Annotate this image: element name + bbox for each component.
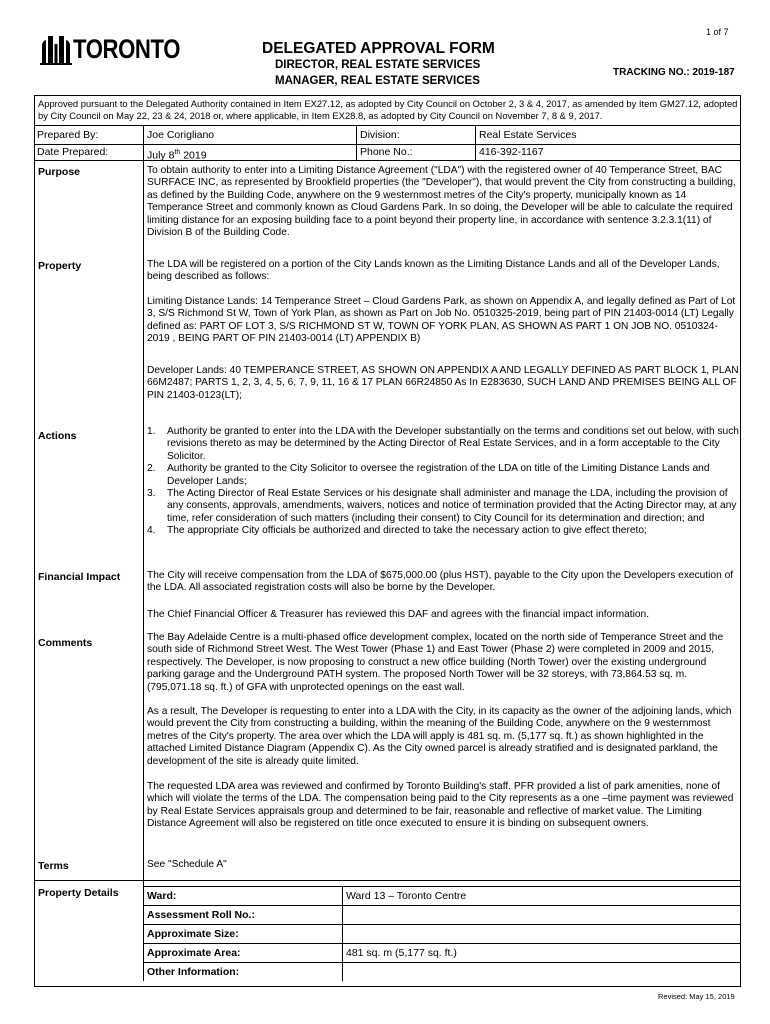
city-hall-icon [39,32,73,66]
divider [143,125,144,160]
phone-label: Phone No.: [360,146,413,158]
table-row [143,905,741,924]
divider [34,160,741,161]
property-text-intro: The LDA will be registered on a portion of the City Lands known as the Limiting Distance Lands and all of the Developer Lands, being described as follows: [147,259,720,283]
divider [356,125,357,160]
date-prepared-value [147,146,207,163]
action-item [147,463,739,488]
ward-value: Ward 13 – Toronto Centre [346,890,467,902]
tracking-number: TRACKING NO.: 2019-187 [613,67,735,78]
table-row [143,943,741,962]
page-number: 1 of 7 [706,27,729,37]
property-text-developer-lands: Developer Lands: 40 TEMPERANCE STREET, AS SHOWN ON APPENDIX A AND LEGALLY DEFINED AS PART BLOCK 1, PLAN 66M2487; PARTS 1, 2, 3, 4, 5, 6, 7, 9, 11, 16 & 17 PLAN 66R24850 As In E283630, SUCH LAND AND PREMISES BEING ALL OF PIN 21403-0123(LT); [147,365,739,401]
divider [143,160,144,886]
table-row [143,962,741,981]
financial-impact-label: Financial Impact [38,571,121,583]
action-number: 3. [147,488,156,500]
terms-text: See "Schedule A" [147,859,227,870]
form-subtitle-director: DIRECTOR, REAL ESTATE SERVICES [275,59,481,71]
financial-review-text: The Chief Financial Officer & Treasurer has reviewed this DAF and agrees with the financial impact information. [147,609,650,620]
comments-text-3: The requested LDA area was reviewed and confirmed by Toronto Building's staff. PFR provided a list of park amenities, none of which will violate the terms of the LDA. The compensation being paid to the City represents as a one –time payment was reviewed by Real Estate Services appraisals group and determined to be fair, reasonable and reflective of market value. The Limiting Distance Agreement will also be registered on title once executed to ensure it is binding on subsequent owners. [147,781,734,830]
property-text-limiting-lands: Limiting Distance Lands: 14 Temperance Street – Cloud Gardens Park, as shown on Appendix A, and legally defined as Part of Lot 3, S/S Richmond St W, Town of York Plan, as shown as Part on Job No. 0510325-2019, being part of PIN 21403-0014 (LT) Legally defined as: PART OF LOT 3, S/S RICHMOND ST W, TOWN OF YORK PLAN, AS SHOWN AS PART 1 ON JOB NO. 0510324-2019 , BEING PART OF PIN 21403-0014 (LT) APPENDIX B) [147,296,736,345]
revised-date: Revised: May 15, 2019 [658,992,735,1001]
assessment-roll-label: Assessment Roll No.: [147,909,255,921]
toronto-logo [39,30,181,70]
divider [475,125,476,160]
divider [34,144,741,145]
approximate-area-value: 481 sq. m (5,177 sq. ft.) [346,947,457,959]
date-ordinal: th [174,149,181,156]
table-row [143,886,741,905]
action-text: The appropriate City officials be authorized and directed to take the necessary action to give effect thereto; [167,525,647,537]
other-information-label: Other Information: [147,966,240,978]
actions-list [147,426,739,538]
action-text: Authority be granted to the City Solicitor to oversee the registration of the LDA on title of the Limiting Distance Lands and Developer Lands; [167,463,710,487]
ward-label: Ward: [147,890,177,902]
prepared-by-label: Prepared By: [37,129,99,141]
purpose-text: To obtain authority to enter into a Limiting Distance Agreement ("LDA") with the registered owner of 40 Temperance Street, BAC SURFACE INC, as represented by Brookfield properties (the "Developer"), that would prevent the City from constructing a building, as defined by the Building Code, anywhere on the 9 westernmost metres of the City's property, municipally known as 14 Temperance Street and commonly known as Cloud Gardens Park. In so doing, the Developer will be able to calculate the required limiting distance for an exposing building face to a point beyond their property line, in accordance with sentence 3.2.3.1(11) of Division B of the Building Code. [147,165,736,239]
division-value: Real Estate Services [479,129,577,141]
action-number: 4. [147,525,156,537]
action-number: 1. [147,426,156,437]
form-subtitle-manager: MANAGER, REAL ESTATE SERVICES [275,75,480,87]
purpose-label: Purpose [38,166,81,178]
comments-text-1: The Bay Adelaide Centre is a multi-phased office development complex, located on the north side of Temperance Street and the south side of Richmond Street West. The West Tower (Phase 1) and East Tower (Phase 2) were completed in 2009 and 2015, respectively. The Developer, is now proposing to construct a new office building (North Tower) over the existing underground parking garage and the Underground PATH system. The proposed North Tower will be 32 storeys, with 73,864.53 sq. m.(795,071.18 sq. ft.) of GFA with unprotected openings on the east wall. [147,632,724,693]
form-title: DELEGATED APPROVAL FORM [262,40,495,57]
property-details-table [143,886,741,981]
comments-label: Comments [38,637,93,649]
property-details-label: Property Details [38,887,119,899]
action-number: 2. [147,463,156,475]
approximate-area-label: Approximate Area: [147,947,241,959]
date-year: 2019 [180,149,207,162]
approval-authority-text: Approved pursuant to the Delegated Authority contained in Item EX27.12, as adopted by City Council on October 2, 3 & 4, 2017, as amended by Item GM27.12, adopted by City Council on May 22, 23 & 24, 2018 or, where applicable, in Item EX28.8, as adopted by City Council on November 7, 8 & 9, 2017. [38,98,738,121]
action-text: Authority be granted to enter into the LDA with the Developer substantially on the terms and conditions set out below, with such revisions thereto as may be determined by the Acting Director of Real Estate Services, and in a form acceptable to the City Solicitor. [167,426,739,462]
divider [34,880,741,881]
action-item [147,488,739,525]
table-row [143,924,741,943]
actions-label: Actions [38,430,77,442]
financial-impact-text: The City will receive compensation from the LDA of $675,000.00 (plus HST), payable to the City upon the Developers execution of the LDA. All associated registration costs will also be borne by the Developer. [147,570,734,594]
action-item [147,426,739,463]
terms-label: Terms [38,860,69,872]
date-main: July 8 [147,149,175,162]
prepared-by-value: Joe Corigliano [147,129,215,141]
property-label: Property [38,260,82,272]
division-label: Division: [360,129,400,141]
comments-text-2: As a result, The Developer is requesting to enter into a LDA with the City, in its capacity as the owner of the adjoining lands, which would prevent the City from constructing a building, within the meaning of the Building Code, anywhere on the 9 westernmost metres of the City's property. The area over which the LDA will apply is 481 sq. m. (5,177 sq. ft.) as shown highlighted in the attached Limited Distance Diagram (Appendix C). As the City owned parcel is already stratified and is designated parkland, the development of the site is already quite limited. [147,706,732,767]
action-item [147,525,739,537]
logo-wordmark: TORONTO [73,34,181,64]
date-prepared-label: Date Prepared: [37,146,109,158]
action-text: The Acting Director of Real Estate Services or his designate shall administer and manage the LDA, including the provision of any consents, approvals, amendments, waivers, notices and notice of termination provided that the Acting Director may, at any time, refer consideration of such matters (including their consent) to City Council for its determination and direction; and [167,488,737,524]
divider [34,125,741,126]
phone-value: 416-392-1167 [479,146,544,158]
approximate-size-label: Approximate Size: [147,928,239,940]
